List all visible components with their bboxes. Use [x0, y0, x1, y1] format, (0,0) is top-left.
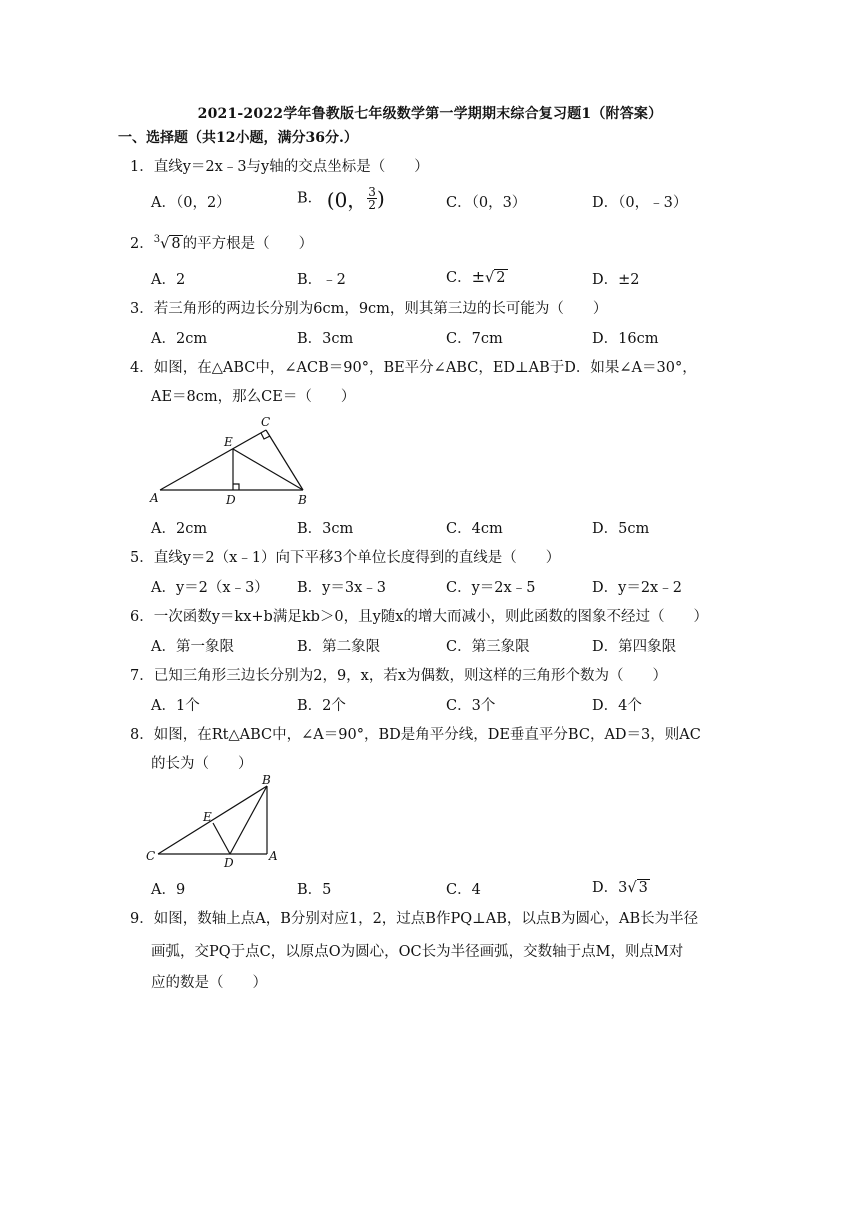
q2-option-d: D．±2: [592, 272, 640, 288]
q2-option-c: C．±√ 2: [446, 267, 506, 286]
label-b: B: [262, 775, 271, 787]
q1-option-c: C．（0，3）: [446, 195, 527, 211]
question-7: [130, 664, 667, 685]
q8-option-b: B．5: [297, 882, 332, 898]
q7-option-d: D．4个: [592, 698, 642, 714]
q8-option-a: A．9: [151, 882, 186, 898]
question-number: 8．: [130, 727, 154, 743]
q7-option-c: C．3个: [446, 698, 496, 714]
q1-option-b: B． (0， $\frac{3}{2}$ ): [297, 185, 385, 212]
question-9-line-2: 画弧，交PQ于点C，以原点O为圆心，OC长为半径画弧，交数轴于点M，则点M对: [151, 944, 684, 960]
label-d: D: [224, 856, 234, 870]
question-4: [130, 356, 697, 377]
q6-option-a: A．第一象限: [151, 639, 234, 655]
label-a: A: [269, 849, 278, 863]
question-9: [130, 907, 698, 928]
question-number: 1．: [130, 159, 154, 175]
q6-option-c: C．第三象限: [446, 639, 530, 655]
q1-option-a: A．（0，2）: [151, 195, 231, 211]
q1-option-d: D．（0，﹣3）: [592, 195, 688, 211]
q7-option-a: A．1个: [151, 698, 200, 714]
q7-option-b: B．2个: [297, 698, 346, 714]
question-9-line-3: 应的数是（ ）: [151, 975, 267, 991]
question-number: 5．: [130, 550, 154, 566]
segment-cb: [266, 430, 303, 490]
question-number: 6．: [130, 609, 154, 625]
question-number: 9．: [130, 911, 154, 927]
segment-ac: [160, 430, 266, 490]
question-4-line-2: AE＝8cm，那么CE＝（ ）: [151, 389, 356, 405]
label-e: E: [224, 435, 233, 449]
question-2: [130, 232, 313, 253]
q6-option-b: B．第二象限: [297, 639, 381, 655]
q3-option-d: D．16cm: [592, 331, 659, 347]
q4-triangle-figure: [140, 410, 330, 510]
label-c: C: [146, 849, 156, 863]
question-text: 如图，在Rt△ABC中，∠A＝90°，BD是角平分线，DE垂直平分BC，AD＝3，则AC: [153, 727, 701, 743]
question-3: [130, 297, 607, 318]
question-8: [130, 723, 701, 744]
question-5: [130, 546, 560, 567]
segment-ed: [213, 823, 230, 854]
question-text: 直线y＝2（x﹣1）向下平移3个单位长度得到的直线是（ ）: [153, 550, 561, 566]
question-6: [130, 605, 708, 626]
question-text: 的平方根是（ ）: [182, 236, 314, 252]
q5-option-b: B．y＝3x﹣3: [297, 580, 386, 596]
question-number: 7．: [130, 668, 154, 684]
document-title: 2021-2022学年鲁教版七年级数学第一学期期末综合复习题1（附答案）: [197, 106, 663, 122]
q8-triangle-figure: [140, 775, 290, 870]
q2-option-a: A．2: [151, 272, 186, 288]
question-number: 4．: [130, 360, 154, 376]
right-angle-mark-d: [233, 484, 239, 490]
question-text: 如图，在△ABC中，∠ACB＝90°，BE平分∠ABC，ED⊥AB于D．如果∠A＝30°，: [153, 360, 697, 376]
question-text: 已知三角形三边长分别为2，9，x，若x为偶数，则这样的三角形个数为（ ）: [153, 668, 668, 684]
section-heading: 一、选择题（共12小题，满分36分.）: [118, 130, 358, 146]
segment-eb: [233, 449, 303, 490]
q3-option-a: A．2cm: [151, 331, 208, 347]
q4-option-d: D．5cm: [592, 521, 650, 537]
question-number: 2．: [130, 236, 154, 252]
fraction: $\frac{3}{2}$: [368, 185, 376, 212]
cube-root: $^3$√ 8: [153, 234, 181, 252]
q5-option-d: D．y＝2x﹣2: [592, 580, 682, 596]
q4-option-b: B．3cm: [297, 521, 354, 537]
segment-cb: [158, 786, 267, 854]
q6-option-d: D．第四象限: [592, 639, 677, 655]
q5-option-c: C．y＝2x﹣5: [446, 580, 536, 596]
q8-option-d: D．3√ 3: [592, 880, 648, 896]
q4-option-c: C．4cm: [446, 521, 503, 537]
question-text: 直线y＝2x﹣3与y轴的交点坐标是（ ）: [153, 159, 429, 175]
q4-option-a: A．2cm: [151, 521, 208, 537]
label-c: C: [261, 415, 271, 429]
question-number: 3．: [130, 301, 154, 317]
question-1: [130, 155, 429, 176]
question-8-line-2: 的长为（ ）: [151, 756, 253, 772]
q3-option-c: C．7cm: [446, 331, 503, 347]
question-text: 一次函数y＝kx+b满足kb＞0，且y随x的增大而减小，则此函数的图象不经过（ ）: [153, 609, 708, 625]
question-text: 若三角形的两边长分别为6cm，9cm，则其第三边的长可能为（ ）: [153, 301, 608, 317]
label-e: E: [203, 810, 212, 824]
q8-option-c: C．4: [446, 882, 481, 898]
label-b: B: [298, 493, 307, 507]
q3-option-b: B．3cm: [297, 331, 354, 347]
label-d: D: [226, 493, 236, 507]
segment-bd: [230, 786, 267, 854]
question-text: 如图，数轴上点A，B分别对应1，2，过点B作PQ⊥AB，以点B为圆心，AB长为半径: [153, 911, 699, 927]
q2-option-b: B．﹣2: [297, 272, 346, 288]
q5-option-a: A．y＝2（x﹣3）: [151, 580, 269, 596]
label-a: A: [150, 491, 159, 505]
